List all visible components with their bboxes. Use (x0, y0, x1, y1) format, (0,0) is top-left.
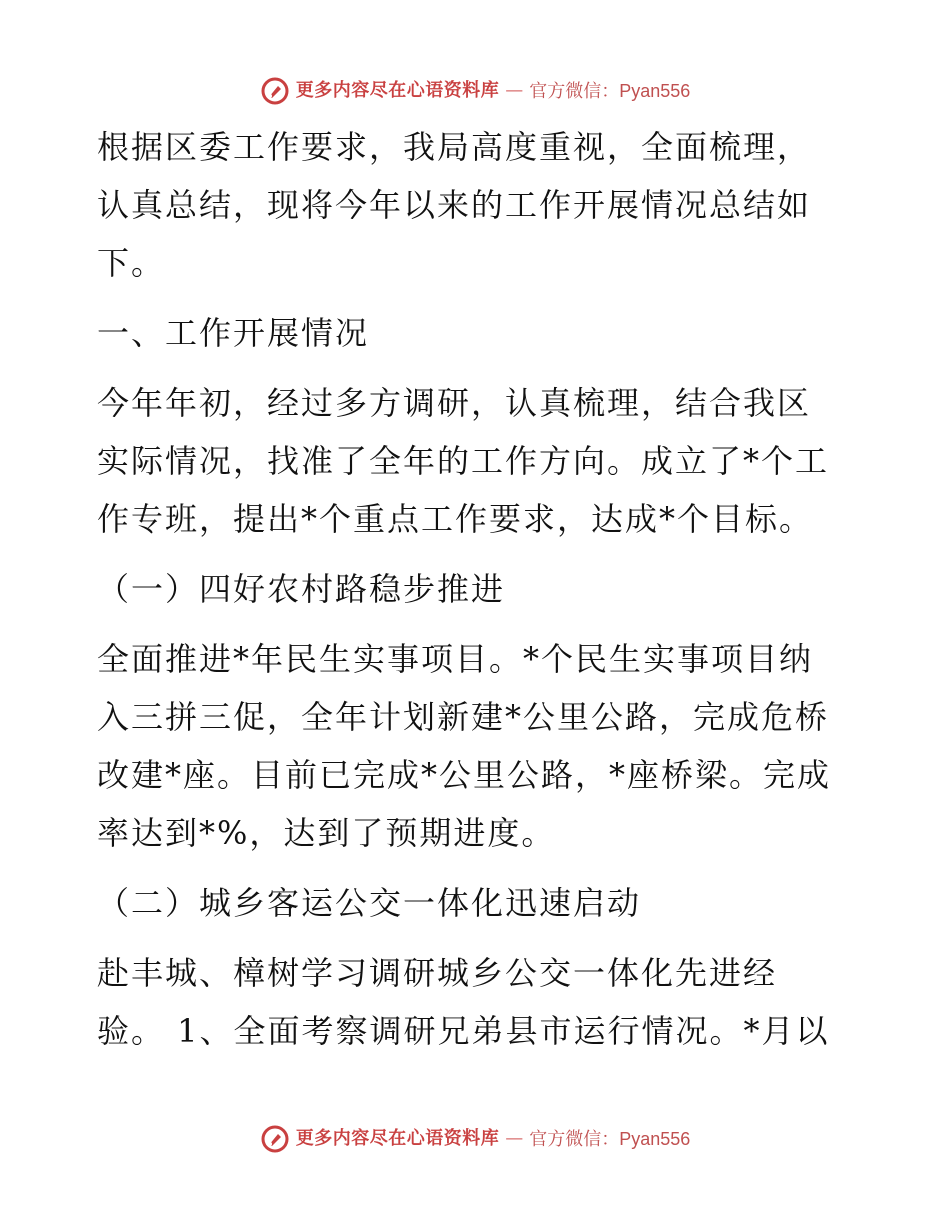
watermark-footer (0, 1124, 950, 1154)
watermark-header (0, 76, 950, 106)
watermark-account: 官方微信：Pyan556 (529, 81, 691, 101)
intro-paragraph: 根据区委工作要求，我局高度重视，全面梳理，认真总结，现将今年以来的工作开展情况总结如下。 (97, 128, 812, 282)
watermark-dash: — (505, 1128, 524, 1149)
section-heading-1: 一、工作开展情况 (97, 314, 370, 352)
watermark-dash: — (505, 80, 524, 101)
subsection-paragraph-1: 全面推进*年民生实事项目。*个民生实事项目纳入三拼三促，全年计划新建*公里公路，完成危桥改建*座。目前已完成*公里公路，*座桥梁。完成率达到*%，达到了预期进度。 (97, 640, 832, 852)
watermark-title: 更多内容尽在心语资料库 (295, 80, 500, 101)
pen-nib-icon (260, 1124, 290, 1154)
section-paragraph-1: 今年年初，经过多方调研，认真梳理，结合我区实际情况，找准了全年的工作方向。成立了*个工作专班，提出*个重点工作要求，达成*个目标。 (97, 384, 830, 538)
watermark-account: 官方微信：Pyan556 (529, 1129, 691, 1149)
document-body (97, 118, 837, 1072)
watermark-title: 更多内容尽在心语资料库 (295, 1128, 500, 1149)
subsection-paragraph-2: 赴丰城、樟树学习调研城乡公交一体化先进经验。 1、全面考察调研兄弟县市运行情况。*月以 (97, 954, 830, 1050)
subsection-heading-2: （二）城乡客运公交一体化迅速启动 (97, 884, 642, 922)
pen-nib-icon (260, 76, 290, 106)
subsection-heading-1: （一）四好农村路稳步推进 (97, 570, 506, 608)
